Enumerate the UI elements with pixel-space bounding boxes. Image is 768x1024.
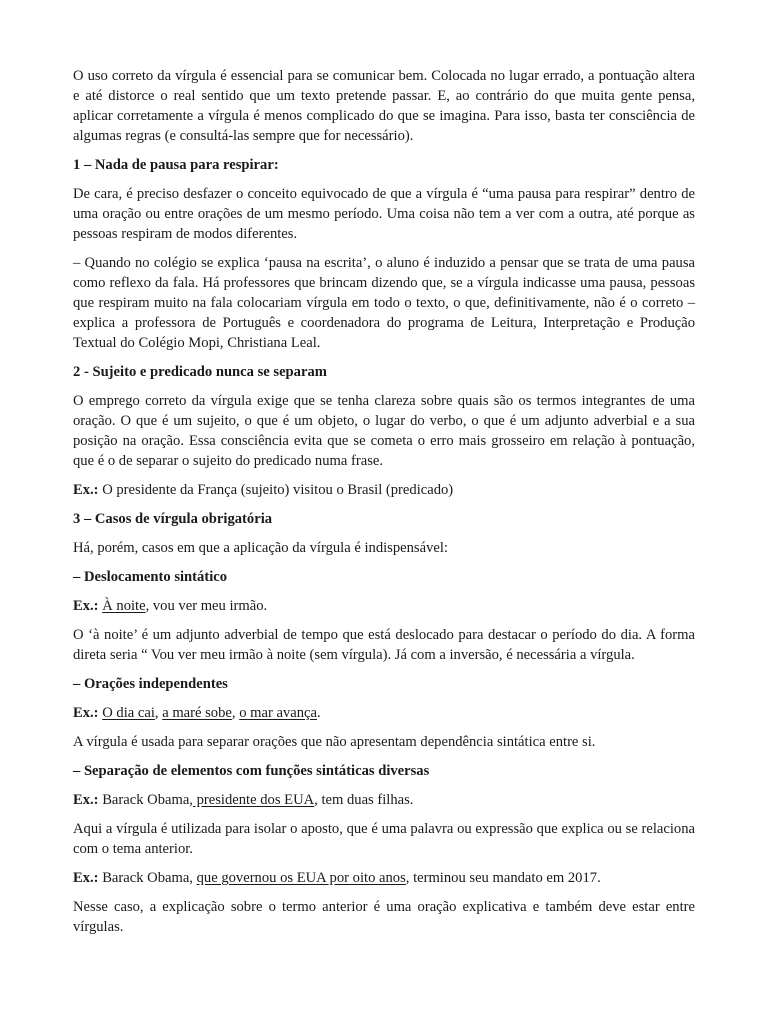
- subsection-deslocamento-explanation: O ‘à noite’ é um adjunto adverbial de tempo que está deslocado para destacar o período do dia. A forma direta seria “ Vou ver meu irmão à noite (sem vírgula). Já com a inversão, é necessária a vírgula.: [73, 627, 695, 663]
- underlined-term: a maré sobe: [162, 705, 232, 721]
- section-3-intro: Há, porém, casos em que a aplicação da vírgula é indispensável:: [73, 540, 448, 556]
- section-1-paragraph-1: De cara, é preciso desfazer o conceito equivocado de que a vírgula é “uma pausa para respirar” dentro de uma oração ou entre orações de um mesmo período. Uma coisa não tem a ver com a outra, até porque as pessoas respiram de modos diferentes.: [73, 186, 695, 242]
- subsection-oracoes-heading: – Orações independentes: [73, 676, 228, 692]
- example-label: Ex.:: [73, 705, 99, 721]
- example-label: Ex.:: [73, 598, 99, 614]
- intro-paragraph: O uso correto da vírgula é essencial para se comunicar bem. Colocada no lugar errado, a pontuação altera e até distorce o real sentido que um texto pretende passar. E, ao contrário do que muita gente pensa, aplicar corretamente a vírgula é menos complicado do que se imagina. Para isso, basta ter consciência de algumas regras (e consultá-las sempre que for necessário).: [73, 68, 695, 144]
- example-label: Ex.:: [73, 482, 99, 498]
- section-3-heading: 3 – Casos de vírgula obrigatória: [73, 511, 273, 527]
- example-label: Ex.:: [73, 870, 99, 886]
- underlined-term: À noite: [102, 598, 146, 614]
- example-text: O presidente da França (sujeito) visitou o Brasil (predicado): [98, 482, 454, 498]
- underlined-term: O dia cai: [102, 705, 155, 721]
- subsection-deslocamento-example: Ex.: À noite, vou ver meu irmão.: [73, 598, 268, 614]
- subsection-oracoes-example: Ex.: O dia cai, a maré sobe, o mar avança.: [73, 705, 321, 721]
- section-2-heading: 2 - Sujeito e predicado nunca se separam: [73, 364, 327, 380]
- section-1-heading: 1 – Nada de pausa para respirar:: [73, 157, 279, 173]
- underlined-term: o mar avança: [239, 705, 317, 721]
- section-2-example: [73, 480, 695, 500]
- section-2-paragraph-1: O emprego correto da vírgula exige que se tenha clareza sobre quais são os termos integrantes de uma oração. O que é um sujeito, o que é um objeto, o lugar do verbo, o que é um adjunto adverbial e a sua posição na oração. Essa consciência evita que se cometa o erro mais grosseiro em relação à pontuação, que é o de separar o sujeito do predicado numa frase.: [73, 393, 695, 469]
- subsection-separacao-example-1: Ex.: Barack Obama, presidente dos EUA, tem duas filhas.: [73, 792, 414, 808]
- subsection-oracoes-explanation: A vírgula é usada para separar orações que não apresentam dependência sintática entre si.: [73, 734, 596, 750]
- section-1-paragraph-2: – Quando no colégio se explica ‘pausa na escrita’, o aluno é induzido a pensar que se trata de uma pausa como reflexo da fala. Há professores que brincam dizendo que, se a vírgula indicasse uma pausa, pessoas que respiram muito na fala colocariam vírgula em todo o texto, o que, definitivamente, não é o correto – explica a professora de Português e coordenadora do programa de Leitura, Interpretação e Produção Textual do Colégio Mopi, Christiana Leal.: [73, 255, 695, 351]
- subsection-separacao-heading: – Separação de elementos com funções sintáticas diversas: [73, 763, 430, 779]
- underlined-term: que governou os EUA por oito anos: [196, 870, 406, 886]
- subsection-separacao-explanation-2: Nesse caso, a explicação sobre o termo anterior é uma oração explicativa e também deve estar entre vírgulas.: [73, 899, 695, 935]
- subsection-separacao-example-2: Ex.: Barack Obama, que governou os EUA por oito anos, terminou seu mandato em 2017.: [73, 870, 601, 886]
- subsection-separacao-explanation-1: Aqui a vírgula é utilizada para isolar o aposto, que é uma palavra ou expressão que explica ou se relaciona com o tema anterior.: [73, 821, 695, 857]
- example-label: Ex.:: [73, 792, 99, 808]
- underlined-term: presidente dos EUA: [192, 792, 315, 808]
- subsection-deslocamento-heading: – Deslocamento sintático: [73, 569, 228, 585]
